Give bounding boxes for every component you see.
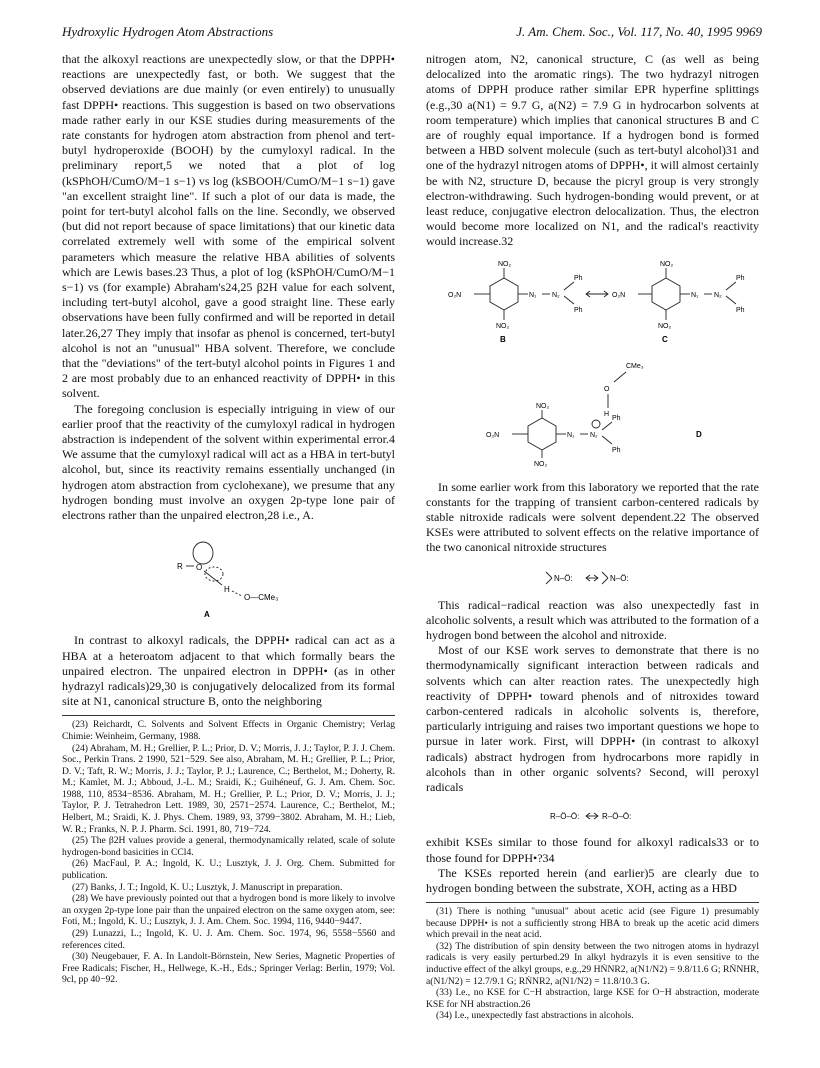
left-column (62, 52, 395, 986)
b-o2n: O₂N (448, 291, 462, 299)
b-n2: N₂ (552, 291, 560, 299)
d-ph-bottom: Ph (612, 446, 621, 454)
d-cme3: CMe₃ (626, 362, 644, 370)
b-no2-bottom: NO₂ (496, 322, 510, 330)
right-paragraph-1: nitrogen atom, N2, canonical structure, C (as well as being delocalized into the aromatic rings). The two hydrazyl nitrogen atoms of DPPH produce rather similar EPR hyperfine splittings (e.g.,30 a(N1) = 9.7 G, a(N2) = 7.9 G in hydrocarbon solvents at room temperature) which implies that canonical structures B and C are of roughly equal importance. If a hydrogen bond is formed between a HBD solvent molecule (such as tert-butyl alcohol)31 and one of the hydrazyl nitrogen atoms of DPPH•, it will almost certainly be with N2, structure D, because the picryl group is very strongly electron-withdrawing. Such hydrogen-bonding would prevent, or at least reduce, conjugative electron delocalization. Thus, the electron would become more localized on N1, and the radical's reactivity would increase.32 (426, 52, 759, 249)
footnote-27: (27) Banks, J. T.; Ingold, K. U.; Lusztyk, J. Manuscript in preparation. (72, 881, 343, 893)
footnote-24: (24) Abraham, M. H.; Grellier, P. L.; Prior, D. V.; Morris, J. J.; Taylor, P. J. J. Chem. Soc., Perkin Trans. 2 1990, 521−529. See also, Abraham, M. H.; Grellier, P. L.; Prior, D. V.; Taft, R. W.; Morris, J. J.; Taylor, P. J.; Laurence, C.; Berthelot, M.; Doherty, R. M.; Kamlet, M. J.; Abboud, J.-L. M.; Sraidi, K.; Guihéneuf, G. J. Am. Chem. Soc. 1988, 110, 8534−8536. Abraham, M. H.; Grellier, P. L.; Prior, D. V.; Morris, J. J.; Taylor, P. J. Tetrahedron Lett. 1989, 30, 2571−2574. Laurence, C.; Berthelot, M.; Helbert, M.; Sraidi, K. J. Phys. Chem. 1989, 93, 3799−3802. Abraham, M. H.; Lieb, W. R.; Franks, N. P. J. Pharm. Sci. 1991, 80, 719−724. (62, 742, 395, 835)
header-title: Hydroxylic Hydrogen Atom Abstractions (62, 24, 274, 39)
d-n1: N₁ (567, 431, 575, 439)
footnote-rule (62, 715, 395, 716)
right-column (426, 52, 759, 1022)
c-o2n: O₂N (612, 291, 626, 299)
footnotes-right (426, 906, 759, 1022)
c-no2-bottom: NO₂ (658, 322, 672, 330)
atom-r: R (177, 562, 183, 572)
d-n2: N₂ (590, 431, 598, 439)
footnote-31: (31) There is nothing "unusual" about acetic acid (see Figure 1) presumably because DPPH• is not a sufficiently strong HBA to break up the acetic acid dimers which prevail in the neat acid. (426, 906, 759, 941)
c-no2-top: NO₂ (660, 260, 674, 268)
d-h: H (604, 410, 610, 418)
footnotes-left (62, 719, 395, 986)
nitroxide-drawing (426, 562, 759, 592)
right-paragraph-6: The KSEs reported herein (and earlier)5 are clearly due to hydrogen bonding between the substrate, XOH, acting as a HBD (426, 865, 759, 895)
label-d: D (696, 429, 702, 439)
label-c: C (662, 334, 668, 344)
nitroxide-structures (426, 562, 759, 592)
right-paragraph-5: exhibit KSEs similar to those found for alkoxyl radicals33 or to those found for DPPH•?34 (426, 835, 759, 865)
d-o2n: O₂N (486, 431, 500, 439)
d-o: O (604, 385, 610, 393)
atom-h: H (224, 585, 230, 595)
label-b: B (500, 334, 506, 344)
footnote-rule-right (426, 902, 759, 903)
b-ph-top: Ph (574, 274, 583, 282)
footnote-34: (34) I.e., unexpectedly fast abstractions in alcohols. (436, 1010, 634, 1022)
footnote-28: (28) We have previously pointed out that a hydrogen bond is more likely to involve an oxygen 2p-type lone pair than the unpaired electron on the same oxygen atom, see: Foti, M.; Ingold, K. U.; Lusztyk, J. J. Am. Chem. Soc. 1994, 116, 9440−9447. (62, 893, 395, 928)
left-paragraph-2: The foregoing conclusion is especially intriguing in view of our earlier proof that the reactivity of the cumyloxyl radical in hydrogen abstraction is independent of the solvent within experimental error.4 We assume that the cumyloxyl radical will act as a HBA in tert-butyl alcohol, but, since its reactivity remains essentially unchanged (in hydrogen atom abstraction from cyclohexane), we presume that any hydrogen bonding must involve an oxygen 2p-type lone pair of electrons rather than the unpaired electron,28 i.e., A. (62, 401, 395, 523)
nitroxide-left: N–Ö: (554, 573, 573, 583)
structures-b-c (426, 256, 759, 348)
structures-b-c-drawing (426, 256, 759, 348)
right-paragraph-2: In some earlier work from this laboratory we reported that the rate constants for the trapping of transient carbon-centered radicals by stable nitroxide radicals were solvent dependent.22 The observed KSEs were attributed to solvent effects on the relative importance of the two canonical nitroxide structures (426, 479, 759, 555)
structure-a-drawing (62, 529, 395, 627)
peroxyl-right: R–Ö–Ö: (602, 812, 632, 822)
c-n2: N₂ (714, 291, 722, 299)
header-journal: J. Am. Chem. Soc., Vol. 117, No. 40, 1995 9969 (516, 24, 762, 39)
footnote-29: (29) Lunazzi, L.; Ingold, K. U. J. Am. Chem. Soc. 1974, 96, 5558−5560 and references cited. (62, 928, 395, 951)
footnote-23: (23) Reichardt, C. Solvents and Solvent Effects in Organic Chemistry; Verlag Chimie: Weinheim, Germany, 1988. (62, 719, 395, 742)
atom-o: O (196, 563, 203, 573)
footnote-26: (26) MacFaul, P. A.; Ingold, K. U.; Lusztyk, J. J. Org. Chem. Submitted for publication. (62, 858, 395, 882)
left-paragraph-3: In contrast to alkoxyl radicals, the DPPH• radical can act as a HBA at a heteroatom adjacent to that which formally bears the unpaired electron. The unpaired electron in DPPH• (as in other hydrazyl radicals)29,30 is conjugatively delocalized from its formal site at N1, canonical structure B, onto the neighboring (62, 633, 395, 709)
c-ph-bottom: Ph (736, 306, 745, 314)
running-header (62, 24, 762, 46)
b-n1: N₁ (529, 291, 537, 299)
footnote-32: (32) The distribution of spin density between the two nitrogen atoms in hydrazyl radicals is very easily perturbed.29 In alkyl hydrazyls it is even sensitive to the inductive effect of the alkyl groups, e.g.,29 HṄNR2, a(N1/N2) = 9.8/11.6 G; RṄNHR, a(N1/N2) = 12.7/9.1 G; RṄNR2, a(N1/N2) = 11.8/10.3 G. (426, 940, 759, 987)
nitroxide-right: N–Ö: (610, 573, 629, 583)
d-ph-top: Ph (612, 414, 621, 422)
right-paragraph-3: This radical−radical reaction was also unexpectedly fast in alcoholic solvents, a result which was attributed to the formation of a hydrogen bond between the alcohol and nitroxide. (426, 597, 759, 643)
left-paragraph-1: that the alkoxyl reactions are unexpectedly slow, or that the DPPH• reactions are unexpectedly fast, or both. We suggest that the observed deviations are due mainly (or even entirely) to unusually fast DPPH• reactions. This suggestion is based on two observations made rather early in our KSE studies during measurements of the rate constants for hydrogen atom abstraction from phenol and tert-butyl hydroperoxide (BOOH) by the cumyloxyl radical. In the preliminary report,5 we noted that a plot of log (kSPhOH/CumO/M−1 s−1) vs log (kSBOOH/CumO/M−1 s−1) gave "an excellent straight line". If such a plot of our data is made, the point for tert-butyl alcohol falls on the line. Secondly, we observed (but did not report because of space limitations) that our kinetic data correlated extremely well with some of the empirical solvent parameters which measure the relative HBA abilities of solvents which are Lewis bases.23 Thus, a plot of log (kSPhOH/CumO/M−1 s−1) vs (for example) Abraham's24,25 β2H value for each solvent, including tert-butyl alcohol, gave a good straight line. These early observations have been fully confirmed and will be reported in detail later.26,27 They imply that insofar as phenol is concerned, tert-butyl alcohol is not an "unusual" HBA solvent. Therefore, we conclude that the "deviations" of the tert-butyl alcohol points in Figures 1 and 2 are most probably due to an enhanced reactivity of DPPH• in this solvent. (62, 52, 395, 401)
b-ph-bottom: Ph (574, 306, 583, 314)
footnote-33: (33) I.e., no KSE for C−H abstraction, large KSE for O−H abstraction, moderate KSE for NH abstraction.26 (426, 987, 759, 1010)
b-no2-top: NO₂ (498, 260, 512, 268)
footnote-25: (25) The β2H values provide a general, thermodynamically related, scale of solute hydrogen-bond basicities in CCl4. (62, 835, 395, 858)
structure-d (426, 354, 759, 474)
footnote-30: (30) Neugebauer, F. A. In Landolt-Börnstein, New Series, Magnetic Properties of Free Radicals; Fischer, H., Hellwege, K.-H., Eds.; Springer Verlag: Berlin, 1979; Vol. 9cl, pp 40−92. (62, 951, 395, 986)
group-ocme3: O—CMe₃ (244, 593, 279, 603)
d-no2-top: NO₂ (536, 402, 550, 410)
structure-a (62, 529, 395, 627)
c-n1: N₁ (691, 291, 699, 299)
right-paragraph-4: Most of our KSE work serves to demonstrate that there is no thermodynamically significant interaction between radicals and solvents which can alter reaction rates. The unexpectedly high reactivity of DPPH• toward phenols and of nitroxides toward carbon-centered radicals in alcoholic solvents is, therefore, particularly intriguing and raises two important questions we hope to pursue in later work. First, will DPPH• (in contrast to alkoxyl radicals) abstract hydrogen from hydrocarbons more rapidly in alcohols than in other organic solvents? Second, will peroxyl radicals (426, 643, 759, 795)
peroxyl-structures (426, 801, 759, 829)
d-no2-bottom: NO₂ (534, 460, 548, 468)
peroxyl-left: R–Ö–Ö: (550, 812, 580, 822)
c-ph-top: Ph (736, 274, 745, 282)
structure-d-drawing (426, 354, 759, 474)
label-a: A (204, 610, 210, 620)
peroxyl-drawing (426, 801, 759, 829)
